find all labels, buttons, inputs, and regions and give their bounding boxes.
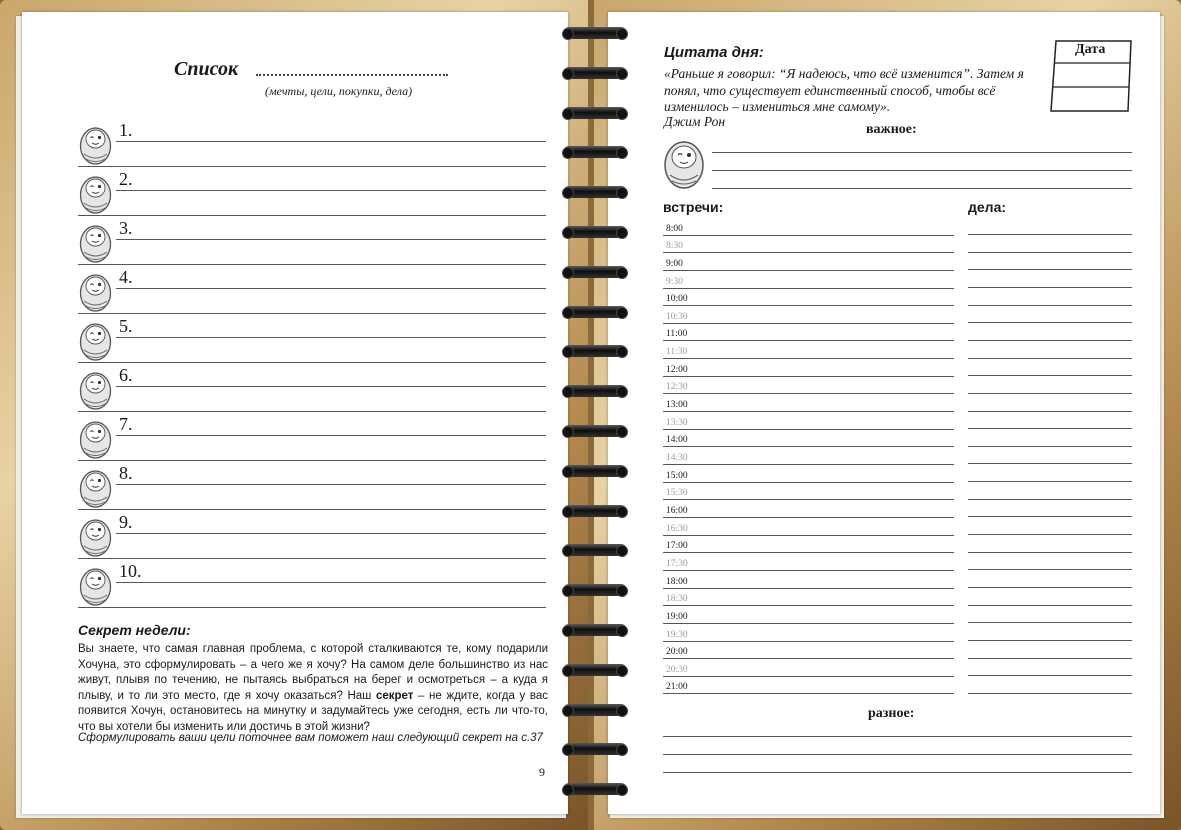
time-label: 10:30 [666,311,688,322]
list-item[interactable] [78,218,546,267]
list-item-number: 9. [119,512,133,532]
secret-body-bold: секрет [375,689,414,702]
list-item[interactable] [78,120,546,169]
doll-icon [78,172,113,214]
list-item-line[interactable] [78,313,546,314]
list-item-line[interactable] [78,558,546,559]
task-line[interactable] [968,411,1132,412]
meeting-slot[interactable] [663,429,954,448]
doll-icon [78,417,113,459]
spiral-ring [563,385,627,397]
list-item-line[interactable] [78,607,546,608]
time-label: 16:00 [666,505,688,516]
secret-title: Секрет недели: [78,622,191,638]
list-item-line[interactable] [78,264,546,265]
spiral-ring [563,505,627,517]
task-line[interactable] [968,587,1132,588]
task-line[interactable] [968,287,1132,288]
time-label: 8:30 [666,241,683,252]
list-item-line[interactable] [116,484,546,485]
secret-body-part-1: Вы знаете, что самая главная проблема, с которой сталкиваются те, кому подарили Хочуна, это сформулировать – а чего же я хочу? На самом деле большинство из нас живут, плывя по течению, не пытаясь выбраться на берег и осмотреться – а куда я плыву, и то ли это место, где я хочу оказаться? Наш [78,643,548,702]
list-item-number: 3. [119,218,133,238]
list-item[interactable] [78,512,546,561]
task-line[interactable] [968,499,1132,500]
list-item-line[interactable] [78,509,546,510]
doll-icon [78,466,113,508]
task-line[interactable] [968,622,1132,623]
page-number: 9 [539,765,545,779]
task-line[interactable] [968,446,1132,447]
list-item[interactable] [78,365,546,414]
time-label: 12:30 [666,382,688,393]
meeting-slot[interactable] [663,658,954,677]
list-item-line[interactable] [116,190,546,191]
doll-icon [78,515,113,557]
list-item-line[interactable] [116,582,546,583]
list-item-number: 7. [119,414,133,434]
list-title-dotted-line [256,64,448,76]
time-label: 16:30 [666,523,688,534]
doll-icon [78,368,113,410]
time-label: 20:30 [666,664,688,675]
task-line[interactable] [968,305,1132,306]
list-item[interactable] [78,561,546,610]
time-label: 15:30 [666,488,688,499]
task-line[interactable] [968,393,1132,394]
list-item[interactable] [78,169,546,218]
time-label: 19:00 [666,611,688,622]
task-line[interactable] [968,693,1132,694]
spiral-ring [563,783,627,795]
list-item-line[interactable] [116,288,546,289]
list-item-number: 5. [119,316,133,336]
list-item[interactable] [78,463,546,512]
misc-line[interactable] [663,754,1132,755]
date-label: Дата [1075,42,1106,57]
spiral-ring [563,186,627,198]
meeting-slot[interactable] [663,323,954,342]
time-label: 8:00 [666,223,683,234]
important-line[interactable] [712,188,1132,189]
meeting-slot[interactable] [663,270,954,289]
time-label: 11:30 [666,347,688,358]
task-line[interactable] [968,481,1132,482]
time-label: 18:30 [666,594,688,605]
task-line[interactable] [968,322,1132,323]
meeting-slot[interactable] [663,446,954,465]
list-item-number: 10. [119,561,142,581]
misc-line[interactable] [663,772,1132,773]
time-label: 10:00 [666,294,688,305]
secret-note: Сформулировать ваши цели поточнее вам поможет наш следующий секрет на с.37 [78,732,543,744]
tasks-label: дела: [968,199,1007,215]
spiral-ring [563,27,627,39]
time-label: 17:30 [666,558,688,569]
spiral-ring [563,266,627,278]
meeting-slot[interactable] [663,623,954,642]
spiral-ring [563,624,627,636]
list-item-number: 4. [119,267,133,287]
meeting-slot[interactable] [663,394,954,413]
meeting-slot[interactable] [663,305,954,324]
time-label: 20:00 [666,647,688,658]
list-item-number: 1. [119,120,133,140]
list-item-line[interactable] [78,166,546,167]
list-item-line[interactable] [78,411,546,412]
list-item[interactable] [78,414,546,463]
list-title: Список [174,58,239,80]
doll-icon [78,564,113,606]
list-item-number: 2. [119,169,133,189]
spiral-ring [563,584,627,596]
spiral-ring [563,664,627,676]
spiral-ring [563,743,627,755]
task-line[interactable] [968,252,1132,253]
meeting-slot[interactable] [663,217,954,236]
list-item-line[interactable] [116,533,546,534]
meeting-slot[interactable] [663,641,954,660]
time-label: 13:00 [666,400,688,411]
meeting-slot[interactable] [663,588,954,607]
list-item[interactable] [78,316,546,365]
time-label: 19:30 [666,629,688,640]
task-line[interactable] [968,640,1132,641]
time-label: 15:00 [666,470,688,481]
list-item-line[interactable] [78,362,546,363]
task-line[interactable] [968,534,1132,535]
spiral-ring [563,67,627,79]
meeting-slot[interactable] [663,482,954,501]
spiral-ring [563,465,627,477]
spiral-ring [563,425,627,437]
doll-icon [662,137,706,189]
task-line[interactable] [968,375,1132,376]
meeting-slot[interactable] [663,464,954,483]
meeting-slot[interactable] [663,341,954,360]
meeting-slot[interactable] [663,411,954,430]
doll-icon [78,319,113,361]
task-line[interactable] [968,340,1132,341]
time-label: 14:00 [666,435,688,446]
task-line[interactable] [968,269,1132,270]
list-item[interactable] [78,267,546,316]
list-item-line[interactable] [116,239,546,240]
important-label: важное: [866,122,917,137]
meeting-slot[interactable] [663,605,954,624]
misc-line[interactable] [663,736,1132,737]
meeting-slot[interactable] [663,499,954,518]
doll-icon [78,270,113,312]
spiral-ring [563,107,627,119]
spiral-ring [563,226,627,238]
task-line[interactable] [968,463,1132,464]
meeting-slot[interactable] [663,535,954,554]
quote-text: «Раньше я говорил: “Я надеюсь, что всё изменится”. Затем я понял, что существует единственный способ, чтобы всё изменилось – измениться мне самому». [664,66,1024,114]
list-item-line[interactable] [78,460,546,461]
spiral-ring [563,306,627,318]
secret-body-part-2: – не ждите, когда у вас появится Хочун, остановитесь на минутку и задумайтесь уже сегодня, есть ли что-то, что вы хотели бы изменить или достичь в этой жизни? [78,689,548,733]
spiral-ring [563,146,627,158]
time-label: 13:30 [666,417,688,428]
task-line[interactable] [968,552,1132,553]
spiral-ring [563,345,627,357]
quote-author: Джим Рон [664,114,726,129]
meeting-slot[interactable] [663,676,954,695]
time-label: 11:00 [666,329,688,340]
misc-label: разное: [868,706,915,721]
list-subtitle: (мечты, цели, покупки, дела) [265,84,413,98]
quote-title: Цитата дня: [664,44,764,61]
time-label: 12:00 [666,364,688,375]
task-line[interactable] [968,358,1132,359]
time-label: 9:00 [666,258,683,269]
meeting-slot[interactable] [663,517,954,536]
meeting-slot[interactable] [663,235,954,254]
task-line[interactable] [968,658,1132,659]
meeting-slot[interactable] [663,570,954,589]
doll-icon [78,221,113,263]
spiral-ring [563,544,627,556]
list-item-number: 6. [119,365,133,385]
time-label: 9:30 [666,276,683,287]
list-item-number: 8. [119,463,133,483]
time-label: 21:00 [666,682,688,693]
spiral-ring [563,704,627,716]
time-label: 18:00 [666,576,688,587]
task-line[interactable] [968,516,1132,517]
meetings-label: встречи: [663,199,724,215]
meeting-slot[interactable] [663,358,954,377]
meeting-slot[interactable] [663,288,954,307]
task-line[interactable] [968,569,1132,570]
task-line[interactable] [968,428,1132,429]
task-line[interactable] [968,234,1132,235]
meeting-slot[interactable] [663,376,954,395]
secret-body [78,642,548,736]
task-line[interactable] [968,605,1132,606]
important-line[interactable] [712,152,1132,153]
important-line[interactable] [712,170,1132,171]
doll-icon [78,123,113,165]
list-item-line[interactable] [116,435,546,436]
meeting-slot[interactable] [663,552,954,571]
meeting-slot[interactable] [663,252,954,271]
list-item-line[interactable] [78,215,546,216]
list-item-line[interactable] [116,386,546,387]
time-label: 17:00 [666,541,688,552]
list-item-line[interactable] [116,141,546,142]
task-line[interactable] [968,675,1132,676]
list-item-line[interactable] [116,337,546,338]
time-label: 14:30 [666,453,688,464]
